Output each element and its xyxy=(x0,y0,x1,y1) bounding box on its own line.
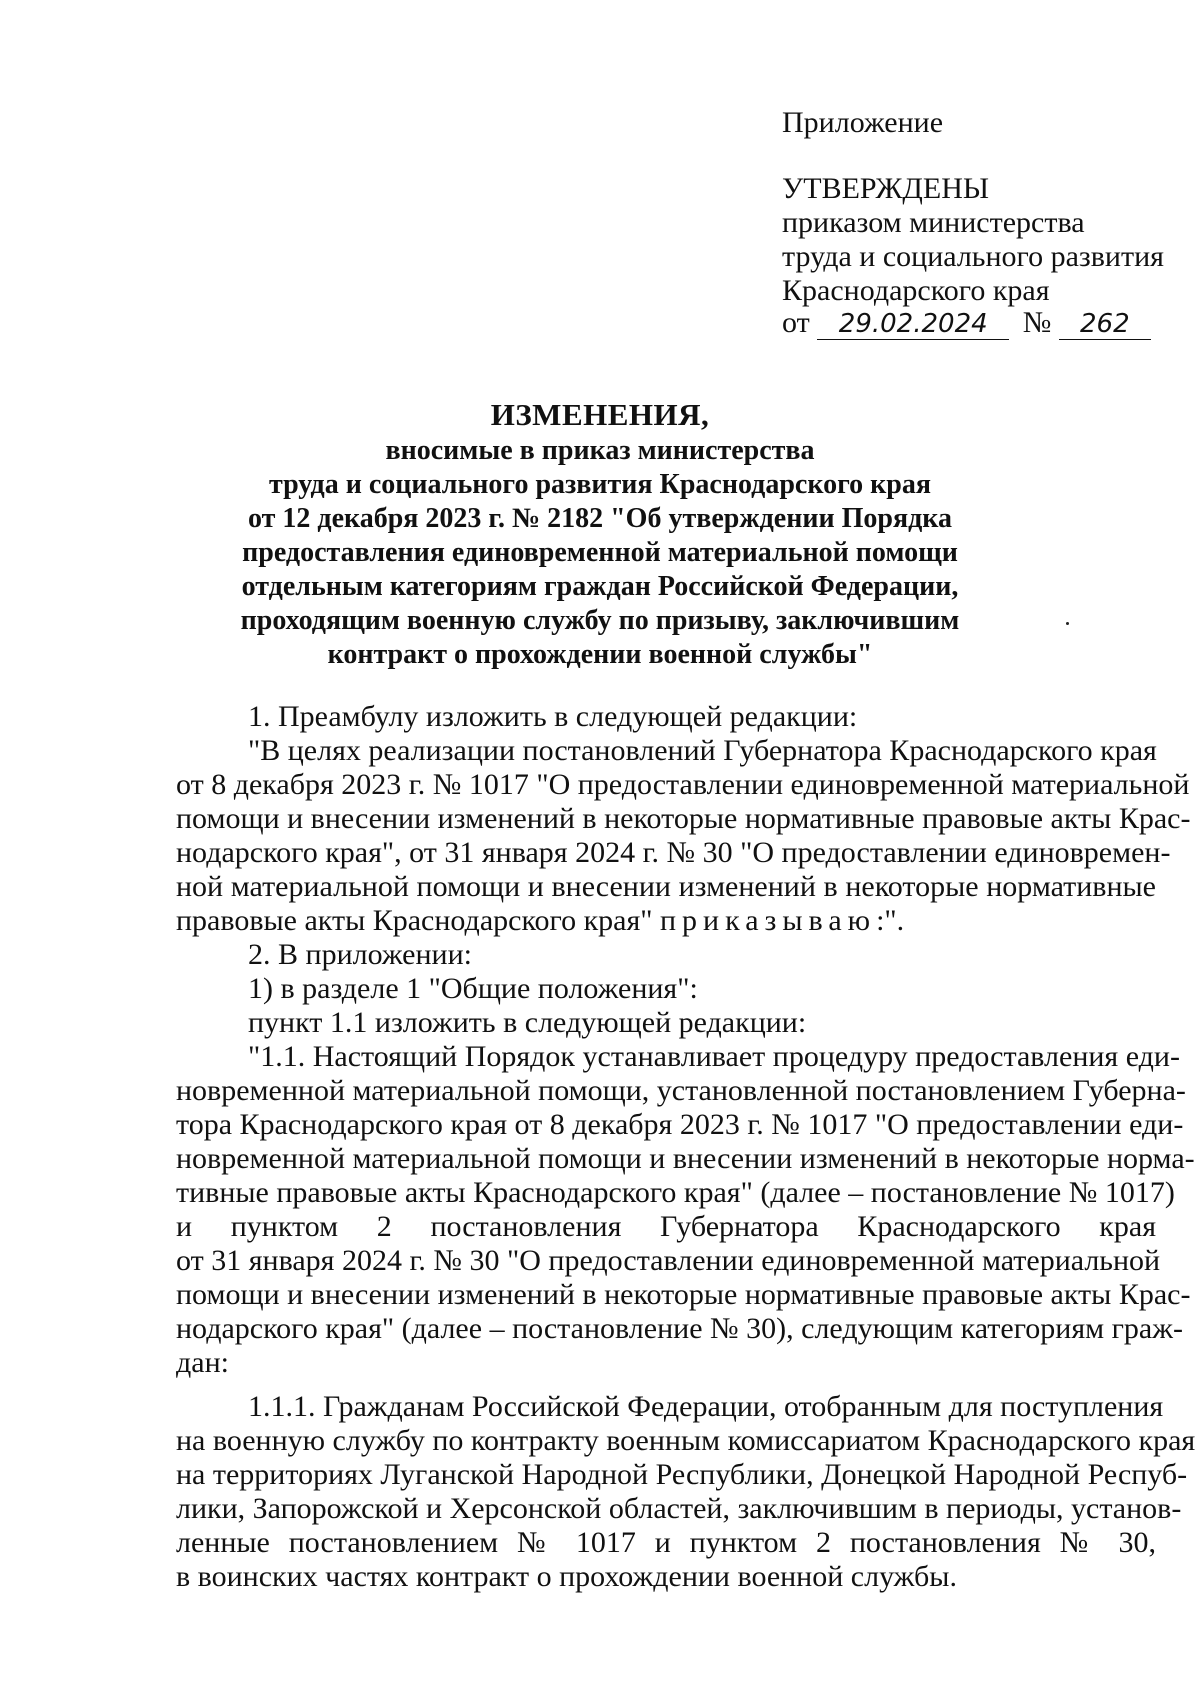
clause-1-1-1-line: 1.1.1. Гражданам Российской Федерации, отобранным для поступления xyxy=(248,1390,1164,1423)
approved-label: УТВЕРЖДЕНЫ xyxy=(782,172,990,205)
title-line: контракт о прохождении военной службы" xyxy=(327,639,873,670)
preamble-end: :". xyxy=(876,904,905,937)
title-line: труда и социального развития Краснодарского края xyxy=(269,469,931,500)
preamble-line: нодарского края", от 31 января 2024 г. № 30 "О предоставлении единовремен- xyxy=(176,836,1171,869)
preamble-line: ной материальной помощи и внесении изменений в некоторые нормативные xyxy=(176,870,1156,903)
clause-1-1-line: новременной материальной помощи, установленной постановлением Губерна- xyxy=(176,1074,1186,1107)
clause-1-1-1-line: на территориях Луганской Народной Республики, Донецкой Народной Респуб- xyxy=(176,1458,1188,1491)
preamble-line: "В целях реализации постановлений Губернатора Краснодарского края xyxy=(248,734,1157,767)
approval-line-2: труда и социального развития xyxy=(782,240,1164,273)
title-line: от 12 декабря 2023 г. № 2182 "Об утверждении Порядка xyxy=(248,503,952,534)
clause-1-1-line: тора Краснодарского края от 8 декабря 2023 г. № 1017 "О предоставлении еди- xyxy=(176,1108,1184,1141)
paragraph-1-heading: 1. Преамбулу изложить в следующей редакции: xyxy=(248,700,858,733)
appendix-label: Приложение xyxy=(782,106,944,139)
document-title: ИЗМЕНЕНИЯ, xyxy=(490,397,710,432)
clause-1-1-last-line: дан: xyxy=(176,1346,229,1379)
preamble-last-line xyxy=(176,904,904,938)
scan-speck xyxy=(1066,622,1069,625)
clause-1-1-line: тивные правовые акты Краснодарского края" (далее – постановление № 1017) xyxy=(176,1176,1175,1209)
preamble-text: правовые акты Краснодарского края" xyxy=(176,904,660,937)
clause-1-1-1-line: лики, Запорожской и Херсонской областей, заключившим в периоды, установ- xyxy=(176,1492,1182,1525)
title-line: отдельным категориям граждан Российской Федерации, xyxy=(241,571,959,602)
title-line: проходящим военную службу по призыву, заключившим xyxy=(240,605,960,636)
clause-1-1-line: новременной материальной помощи и внесении изменений в некоторые норма- xyxy=(176,1142,1195,1175)
clause-1-1-1-last-line: в воинских частях контракт о прохождении военной службы. xyxy=(176,1560,957,1593)
clause-1-1-1-line: на военную службу по контракту военным комиссариатом Краснодарского края xyxy=(176,1424,1196,1457)
handwritten-number: 262 xyxy=(1059,309,1151,340)
title-line: предоставления единовременной материальной помощи xyxy=(242,537,958,568)
clause-1-1-line: "1.1. Настоящий Порядок устанавливает процедуру предоставления еди- xyxy=(248,1040,1180,1073)
order-word: приказываю xyxy=(660,904,877,937)
approval-line-1: приказом министерства xyxy=(782,206,1085,239)
clause-1-1-line: помощи и внесении изменений в некоторые нормативные правовые акты Крас- xyxy=(176,1278,1191,1311)
preamble-line: помощи и внесении изменений в некоторые нормативные правовые акты Крас- xyxy=(176,802,1191,835)
clause-1-1-line: от 31 января 2024 г. № 30 "О предоставлении единовременной материальной xyxy=(176,1244,1161,1277)
title-line: вносимые в приказ министерства xyxy=(385,435,815,466)
number-prefix: № xyxy=(1022,306,1052,339)
preamble-line: от 8 декабря 2023 г. № 1017 "О предоставлении единовременной материальной xyxy=(176,768,1190,801)
clause-heading: пункт 1.1 изложить в следующей редакции: xyxy=(248,1006,807,1039)
clause-1-1-line: нодарского края" (далее – постановление № 30), следующим категориям граж- xyxy=(176,1312,1183,1345)
clause-1-1-1-line: ленные постановлением № 1017 и пунктом 2 постановления № 30, xyxy=(176,1526,1156,1559)
handwritten-date: 29.02.2024 xyxy=(817,309,1009,340)
clause-1-1-line: и пунктом 2 постановления Губернатора Краснодарского края xyxy=(176,1210,1156,1243)
subitem-1: 1) в разделе 1 "Общие положения": xyxy=(248,972,698,1005)
paragraph-2: 2. В приложении: xyxy=(248,938,472,971)
approval-date-line xyxy=(782,306,1151,340)
date-prefix: от xyxy=(782,306,810,339)
approval-line-3: Краснодарского края xyxy=(782,274,1050,307)
